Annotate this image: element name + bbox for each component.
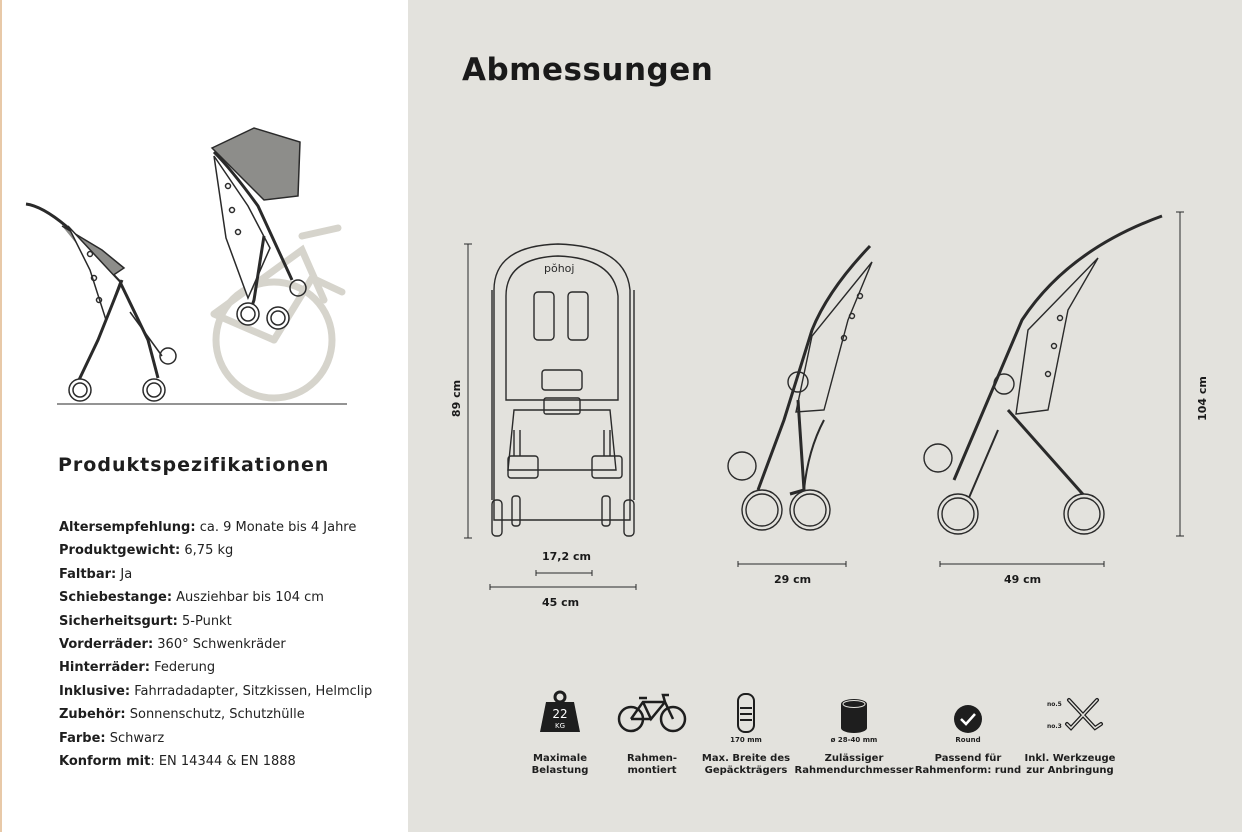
stroller-front-view [492, 244, 634, 536]
spec-value: ca. 9 Monate bis 4 Jahre [195, 520, 357, 535]
check-icon [953, 704, 983, 734]
spec-key: Konform mit [59, 754, 151, 770]
stroller-side-view-tall [924, 216, 1162, 534]
feature-tube-diameter: ø 28-40 mm Zulässiger Rahmendurchmesser [794, 676, 914, 777]
stroller-folded-illustration [26, 204, 176, 401]
spec-item [59, 680, 372, 703]
spec-item [59, 633, 372, 656]
spec-item [59, 727, 372, 750]
right-panel [408, 0, 1242, 832]
spec-item [59, 563, 372, 586]
spec-key: Zubehör: [59, 707, 126, 723]
feature-rack-width: 170 mm Max. Breite des Gepäckträgers [686, 676, 806, 777]
stroller-side-illustrations [2, 0, 410, 420]
spec-key: Faltbar: [59, 566, 117, 582]
spec-value: 6,75 kg [180, 543, 234, 559]
spec-value: Schwarz [105, 730, 165, 746]
weight-icon [538, 690, 582, 734]
spec-value: 5-Punkt [177, 613, 232, 629]
spec-value: Fahrradadapter, Sitzkissen, Helmclip [130, 683, 373, 699]
dim-height-extended: 104 cm [1195, 376, 1209, 421]
spec-key: Produktgewicht: [59, 543, 181, 559]
spec-key: Inklusive: [59, 683, 131, 699]
brand-logo-text: pŏhoj [544, 262, 575, 275]
svg-text:22: 22 [552, 707, 568, 721]
spec-key: Hinterräder: [59, 660, 150, 676]
spec-item [59, 516, 372, 539]
spec-item [59, 610, 372, 633]
spec-item [59, 656, 372, 679]
left-panel [0, 0, 408, 832]
spec-list [59, 516, 372, 773]
feature-label: Rahmen- montiert [626, 753, 678, 776]
feature-label: Inkl. Werkzeuge zur Anbringung [1024, 753, 1116, 776]
feature-round-frame: Round Passend für Rahmenform: rund [908, 676, 1028, 777]
spec-value: 360° Schwenkräder [153, 637, 286, 653]
dim-total-width: 45 cm [542, 596, 580, 609]
tools-icon [1035, 694, 1105, 734]
spec-value: Ja [116, 566, 133, 582]
rack-icon [736, 692, 756, 734]
spec-key: Schiebestange: [59, 590, 173, 606]
stroller-open-illustration [212, 128, 306, 329]
spec-item [59, 750, 372, 773]
dimensions-heading: Abmessungen [462, 52, 714, 88]
svg-text:KG: KG [554, 722, 566, 730]
spec-key: Farbe: [59, 730, 106, 746]
spec-item [59, 586, 372, 609]
feature-label: Max. Breite des Gepäckträgers [701, 753, 791, 776]
dim-height-front: 89 cm [450, 379, 464, 418]
feature-tools-included [1010, 676, 1130, 777]
spec-value: : EN 14344 & EN 1888 [150, 754, 296, 770]
stroller-side-view-short [728, 246, 872, 530]
spec-key: Vorderräder: [59, 637, 154, 653]
svg-text:no.5: no.5 [1047, 701, 1062, 708]
bicycle-icon [617, 692, 687, 734]
spec-item [59, 703, 372, 726]
dimension-drawings [408, 0, 1242, 640]
dim-seat-width: 17,2 cm [542, 550, 591, 563]
spec-item [59, 539, 372, 562]
tube-icon [839, 698, 869, 734]
specs-title: Produktspezifikationen [58, 454, 330, 476]
dim-depth-extended: 49 cm [1004, 573, 1042, 586]
feature-label: Zulässiger Rahmendurchmesser [794, 753, 914, 776]
spec-value: Federung [149, 660, 216, 676]
spec-key: Altersempfehlung: [59, 520, 196, 535]
svg-text:no.3: no.3 [1047, 723, 1062, 730]
spec-key: Sicherheitsgurt: [59, 613, 178, 629]
feature-label: Maximale Belastung [531, 753, 589, 776]
dim-depth-folded: 29 cm [774, 573, 812, 586]
spec-value: Ausziehbar bis 104 cm [172, 590, 324, 606]
spec-value: Sonnenschutz, Schutzhülle [125, 707, 305, 723]
feature-label: Passend für Rahmenform: rund [914, 753, 1022, 776]
